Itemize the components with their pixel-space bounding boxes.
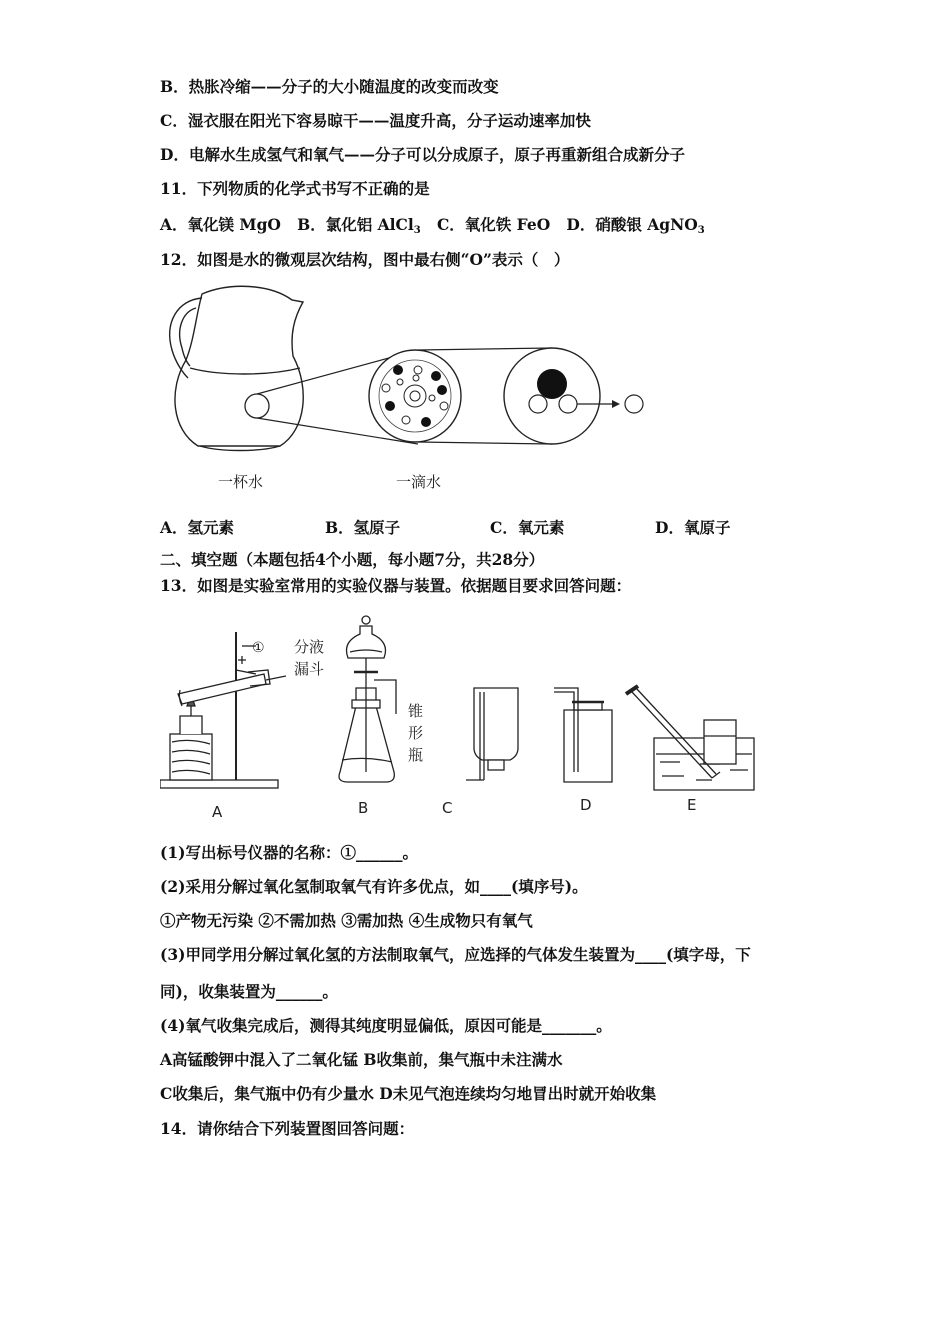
water-structure-figure (160, 278, 660, 500)
label-flask-1: 锥 (408, 702, 424, 720)
q13-stem: 13．如图是实验室常用的实验仪器与装置。依据题目要求回答问题： (160, 576, 632, 595)
q13-part4-options-ab: A高锰酸钾中混入了二氧化锰 B收集前，集气瓶中未注满水 (160, 1050, 563, 1069)
q11-option-d: D．硝酸银 AgNO$_3$ (566, 215, 705, 236)
lab-apparatus-figure (160, 612, 780, 827)
q11-options (160, 215, 705, 241)
q13-part3-line2: 同)，收集装置为______。 (160, 982, 338, 1001)
label-apparatus-b: B (358, 799, 369, 817)
q12-option-c: C．氧元素 (490, 518, 565, 537)
q13-part2-options: ①产物无污染 ②不需加热 ③需加热 ④生成物只有氧气 (160, 911, 533, 930)
arrow-icon (612, 400, 620, 408)
q14-stem: 14．请你结合下列装置图回答问题： (160, 1119, 415, 1138)
q11-option-a: A．氧化镁 MgO (160, 215, 281, 234)
pitcher-illustration (170, 286, 304, 450)
q13-part3-line1: (3)甲同学用分解过氧化氢的方法制取氧气，应选择的气体发生装置为____(填字母，下 (160, 945, 751, 964)
q13-part2: (2)采用分解过氧化氢制取氧气有许多优点，如____(填序号)。 (160, 877, 588, 896)
label-cup-of-water: 一杯水 (218, 473, 264, 491)
label-apparatus-c: C (442, 799, 453, 817)
label-funnel-line2: 漏斗 (294, 660, 325, 678)
q10-option-d: D．电解水生成氢气和氧气——分子可以分成原子，原子再重新组合成新分子 (160, 145, 685, 164)
label-funnel-line1: 分液 (294, 638, 325, 656)
q11-option-c: C．氧化铁 FeO (436, 215, 551, 234)
section-title: 二、填空题（本题包括4个小题，每小题7分，共28分） (160, 550, 545, 569)
q10-option-c: C．湿衣服在阳光下容易晾干——温度升高，分子运动速率加快 (160, 111, 591, 130)
label-apparatus-d: D (580, 796, 592, 814)
label-apparatus-a: A (212, 803, 223, 821)
label-flask-2: 形 (408, 724, 424, 742)
label-apparatus-e: E (687, 796, 697, 814)
q13-part4-options-cd: C收集后，集气瓶中仍有少量水 D未见气泡连续均匀地冒出时就开始收集 (160, 1084, 657, 1103)
magnify-spot-cup (245, 394, 269, 418)
rightmost-atom (625, 395, 643, 413)
apparatus-b (339, 616, 396, 782)
apparatus-c (466, 688, 518, 780)
label-flask-3: 瓶 (408, 746, 424, 764)
water-drop-magnified (369, 350, 461, 442)
water-molecule-magnified (504, 348, 600, 444)
q10-option-b: B．热胀冷缩——分子的大小随温度的改变而改变 (160, 77, 499, 96)
q11-stem: 11．下列物质的化学式书写不正确的是 (160, 179, 430, 198)
q13-part1: (1)写出标号仪器的名称：①______。 (160, 843, 418, 862)
q12-stem: 12．如图是水的微观层次结构，图中最右侧“O”表示（ ） (160, 250, 570, 269)
apparatus-d (554, 688, 612, 782)
label-drop-of-water: 一滴水 (396, 473, 442, 491)
q11-option-b: B．氯化铝 AlCl$_3$ (297, 215, 421, 236)
marker-number-1: ① (252, 640, 265, 656)
q12-option-d: D．氧原子 (655, 518, 731, 537)
q12-option-b: B．氢原子 (325, 518, 401, 537)
apparatus-a (160, 632, 286, 788)
apparatus-e (626, 686, 754, 790)
q13-part4: (4)氧气收集完成后，测得其纯度明显偏低，原因可能是_______。 (160, 1016, 612, 1035)
q12-option-a: A．氢元素 (160, 518, 235, 537)
